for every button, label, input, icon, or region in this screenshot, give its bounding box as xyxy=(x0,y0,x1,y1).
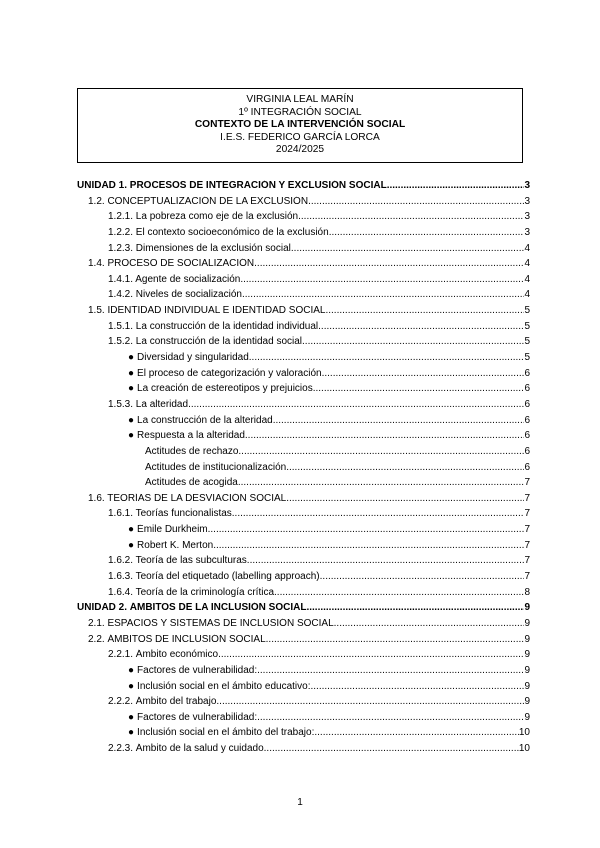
toc-entry[interactable] xyxy=(77,477,530,493)
dot-leader xyxy=(238,446,524,457)
toc-entry[interactable] xyxy=(77,540,530,556)
toc-page-number: 9 xyxy=(524,649,530,661)
toc-page-number: 9 xyxy=(524,602,530,614)
toc-entry[interactable] xyxy=(77,196,530,212)
toc-page-number: 5 xyxy=(524,352,530,364)
toc-page-number: 7 xyxy=(524,508,530,520)
toc-entry[interactable] xyxy=(77,462,530,478)
toc-entry[interactable] xyxy=(77,446,530,462)
bullet-icon: ● xyxy=(128,727,135,739)
toc-page-number: 6 xyxy=(524,367,530,379)
bullet-icon: ● xyxy=(128,664,135,676)
dot-leader xyxy=(232,508,525,519)
toc-entry-text: 1.6.2. Teoría de las subculturas xyxy=(108,555,247,567)
toc-entry-text: 1.5.3. La alteridad xyxy=(108,398,189,410)
toc-entry[interactable] xyxy=(77,696,530,712)
toc-entry-text: El proceso de categorización y valoración xyxy=(137,367,322,379)
toc-entry[interactable] xyxy=(77,618,530,634)
dot-leader xyxy=(286,462,524,473)
toc-entry-title xyxy=(108,743,264,754)
toc-entry-text: 2.2. ÁMBITOS DE INCLUSIÓN SOCIAL xyxy=(88,633,266,645)
dot-leader xyxy=(208,524,525,535)
academic-year: 2024/2025 xyxy=(275,144,325,156)
toc-entry[interactable] xyxy=(77,243,530,259)
dot-leader xyxy=(273,415,525,426)
toc-entry-title xyxy=(128,681,310,692)
toc-entry-text: Actitudes de rechazo xyxy=(145,445,239,457)
toc-entry-text: 1.2.3. Dimensiones de la exclusión social xyxy=(108,242,291,254)
dot-leader xyxy=(257,712,524,723)
toc-page-number: 6 xyxy=(524,461,530,473)
dot-leader xyxy=(329,227,525,238)
toc-page-number: 7 xyxy=(524,492,530,504)
toc-entry-text: La construcción de la alteridad xyxy=(137,414,273,426)
toc-entry[interactable] xyxy=(77,289,530,305)
toc-entry-title xyxy=(77,602,306,613)
toc-entry-title xyxy=(128,383,313,394)
toc-entry-text: Inclusión social en el ámbito educativo: xyxy=(137,680,311,692)
bullet-icon: ● xyxy=(128,430,135,442)
toc-page-number: 9 xyxy=(524,633,530,645)
toc-entry-title xyxy=(145,462,286,473)
dot-leader xyxy=(247,555,525,566)
toc-entry-text: 1.4.1. Agente de socialización xyxy=(108,273,241,285)
toc-unit-entry[interactable] xyxy=(77,180,530,196)
toc-entry-title xyxy=(88,618,334,629)
toc-entry-text: 2.1. ESPACIOS Y SISTEMAS DE INCLUSIÓN SOCIAL xyxy=(88,617,334,629)
toc-entry-title xyxy=(88,305,325,316)
toc-entry-text: Diversidad y singularidad xyxy=(137,352,249,364)
toc-entry[interactable] xyxy=(77,634,530,650)
toc-entry[interactable] xyxy=(77,430,530,446)
page-number: 1 xyxy=(297,797,303,808)
toc-entry-title xyxy=(88,258,254,269)
toc-entry-title xyxy=(128,430,245,441)
toc-entry-title xyxy=(128,727,314,738)
dot-leader xyxy=(387,180,525,191)
toc-page-number: 6 xyxy=(524,414,530,426)
toc-page-number: 6 xyxy=(524,383,530,395)
dot-leader xyxy=(286,493,524,504)
dot-leader xyxy=(216,696,524,707)
dot-leader xyxy=(334,618,525,629)
dot-leader xyxy=(213,540,524,551)
toc-entry-text: Émile Durkheim xyxy=(137,524,208,536)
toc-entry-text: 1.5.2. La construcción de la identidad social xyxy=(108,336,303,348)
dot-leader xyxy=(254,258,524,269)
dot-leader xyxy=(298,211,524,222)
course-name: 1º INTEGRACIÓN SOCIAL xyxy=(238,106,362,118)
toc-entry-title xyxy=(145,477,238,488)
toc-page-number: 4 xyxy=(524,258,530,270)
toc-page-number: 7 xyxy=(524,524,530,536)
dot-leader xyxy=(322,368,525,379)
toc-page-number: 8 xyxy=(524,586,530,598)
toc-page-number: 3 xyxy=(524,211,530,223)
toc-entry[interactable] xyxy=(77,211,530,227)
toc-entry-text: 1.6.4. Teoría de la criminología crítica xyxy=(108,586,275,598)
toc-entry-text: 1.5.1. La construcción de la identidad individual xyxy=(108,320,319,332)
toc-page-number: 6 xyxy=(524,430,530,442)
toc-page-number: 7 xyxy=(524,477,530,489)
toc-entry-title xyxy=(108,321,318,332)
toc-entry-title xyxy=(128,665,257,676)
toc-entry-text: 1.2. CONCEPTUALIZACIÓN DE LA EXCLUSIÓN xyxy=(88,195,309,207)
toc-page-number: 5 xyxy=(524,305,530,317)
toc-page-number: 9 xyxy=(524,680,530,692)
toc-entry[interactable] xyxy=(77,336,530,352)
dot-leader xyxy=(314,727,519,738)
toc-page-number: 3 xyxy=(524,180,530,191)
dot-leader xyxy=(242,289,524,300)
dot-leader xyxy=(274,587,524,598)
toc-entry-title xyxy=(128,712,257,723)
toc-entry-title xyxy=(108,243,291,254)
dot-leader xyxy=(245,430,525,441)
toc-entry-text: Inclusión social en el ámbito del trabajo: xyxy=(137,727,315,739)
toc-entry-text: Factores de vulnerabilidad: xyxy=(137,711,258,723)
toc-page-number: 9 xyxy=(524,617,530,629)
toc-entry-text: 2.2.2. Ámbito del trabajo xyxy=(108,696,217,708)
toc-page-number: 4 xyxy=(524,289,530,301)
dot-leader xyxy=(238,477,525,488)
author-name: VIRGINIA LEAL MARÍN xyxy=(246,94,354,105)
toc-entry-text: Actitudes de acogida xyxy=(145,477,238,489)
toc-entry[interactable] xyxy=(77,383,530,399)
dot-leader xyxy=(240,274,524,285)
toc-entry-text: UNIDAD 2. ÁMBITOS DE LA INCLUSIÓN SOCIAL xyxy=(77,602,307,614)
toc-entry-text: 1.6.3. Teoría del etiquetado (labelling approach) xyxy=(108,571,320,583)
toc-entry-title xyxy=(108,508,232,519)
toc-entry-text: 1.4. PROCESO DE SOCIALIZACIÓN xyxy=(88,258,255,270)
toc-entry[interactable] xyxy=(77,524,530,540)
toc-page-number: 5 xyxy=(524,336,530,348)
toc-entry[interactable] xyxy=(77,493,530,509)
dot-leader xyxy=(313,383,525,394)
toc-page-number: 10 xyxy=(518,727,530,739)
toc-entry[interactable] xyxy=(77,681,530,697)
toc-entry-text: La creación de estereotipos y prejuicios xyxy=(137,383,313,395)
toc-entry-title xyxy=(108,555,247,566)
toc-entry[interactable] xyxy=(77,305,530,321)
toc-entry-title xyxy=(108,336,302,347)
toc-entry-title xyxy=(108,571,320,582)
toc-page-number: 9 xyxy=(524,711,530,723)
toc-page-number: 9 xyxy=(524,664,530,676)
dot-leader xyxy=(308,196,524,207)
bullet-icon: ● xyxy=(128,414,135,426)
toc-entry[interactable] xyxy=(77,571,530,587)
toc-entry-text: 1.4.2. Niveles de socialización xyxy=(108,289,242,301)
dot-leader xyxy=(291,243,525,254)
toc-entry-title xyxy=(88,196,308,207)
toc-entry-text: Actitudes de institucionalización xyxy=(145,461,287,473)
toc-entry-text: Robert K. Merton xyxy=(137,539,214,551)
toc-entry[interactable] xyxy=(77,587,530,603)
subject-title: CONTEXTO DE LA INTERVENCIÓN SOCIAL xyxy=(194,119,406,131)
toc-entry-text: Factores de vulnerabilidad: xyxy=(137,664,258,676)
table-of-contents xyxy=(77,180,530,759)
toc-entry[interactable] xyxy=(77,352,530,368)
toc-entry-title xyxy=(128,540,213,551)
dot-leader xyxy=(264,743,519,754)
bullet-icon: ● xyxy=(128,383,135,395)
toc-entry[interactable] xyxy=(77,399,530,415)
toc-entry-title xyxy=(88,634,266,645)
toc-entry-title xyxy=(108,274,240,285)
toc-entry-title xyxy=(108,211,298,222)
toc-entry[interactable] xyxy=(77,743,530,759)
toc-entry-title xyxy=(77,180,387,191)
bullet-icon: ● xyxy=(128,539,135,551)
dot-leader xyxy=(310,681,524,692)
dot-leader xyxy=(218,649,524,660)
toc-entry-text: 2.2.1. Ámbito económico xyxy=(108,649,219,661)
dot-leader xyxy=(257,665,524,676)
toc-page-number: 4 xyxy=(524,242,530,254)
dot-leader xyxy=(302,336,524,347)
toc-entry-text: 1.6.1. Teorías funcionalistas xyxy=(108,508,232,520)
toc-entry[interactable] xyxy=(77,665,530,681)
dot-leader xyxy=(320,571,525,582)
toc-entry-title xyxy=(108,399,188,410)
toc-entry[interactable] xyxy=(77,274,530,290)
toc-entry[interactable] xyxy=(77,712,530,728)
toc-entry-title xyxy=(108,696,216,707)
bullet-icon: ● xyxy=(128,680,135,692)
toc-entry[interactable] xyxy=(77,649,530,665)
toc-entry-title xyxy=(108,587,274,598)
toc-page-number: 7 xyxy=(524,571,530,583)
toc-entry-title xyxy=(128,524,208,535)
dot-leader xyxy=(306,602,524,613)
toc-page-number: 9 xyxy=(524,696,530,708)
dot-leader xyxy=(249,352,525,363)
toc-page-number: 6 xyxy=(524,398,530,410)
dot-leader xyxy=(318,321,524,332)
toc-entry-text: 1.2.2. El contexto socioeconómico de la exclusión xyxy=(108,226,329,238)
toc-page-number: 7 xyxy=(524,555,530,567)
toc-entry[interactable] xyxy=(77,227,530,243)
toc-entry[interactable] xyxy=(77,555,530,571)
toc-entry-title xyxy=(108,227,329,238)
toc-entry-title xyxy=(128,415,273,426)
title-box xyxy=(77,88,523,163)
bullet-icon: ● xyxy=(128,352,135,364)
toc-page-number: 4 xyxy=(524,273,530,285)
toc-entry-text: 1.2.1. La pobreza como eje de la exclusión xyxy=(108,211,299,223)
toc-entry-title xyxy=(108,649,218,660)
toc-page-number: 3 xyxy=(524,195,530,207)
toc-entry-title xyxy=(108,289,242,300)
toc-entry-title xyxy=(128,368,322,379)
dot-leader xyxy=(266,634,525,645)
toc-entry[interactable] xyxy=(77,508,530,524)
toc-entry-title xyxy=(145,446,238,457)
toc-entry[interactable] xyxy=(77,258,530,274)
toc-page-number: 3 xyxy=(524,226,530,238)
toc-entry-title xyxy=(128,352,249,363)
toc-unit-entry[interactable] xyxy=(77,602,530,618)
toc-entry[interactable] xyxy=(77,321,530,337)
toc-entry[interactable] xyxy=(77,415,530,431)
toc-page-number: 7 xyxy=(524,539,530,551)
toc-page-number: 10 xyxy=(518,743,530,755)
toc-entry-text: 1.6. TEORÍAS DE LA DESVIACIÓN SOCIAL xyxy=(88,492,287,504)
toc-page-number: 6 xyxy=(524,445,530,457)
toc-entry-text: UNIDAD 1. PROCESOS DE INTEGRACIÓN Y EXCLUSIÓN SOCIAL xyxy=(77,180,387,191)
toc-entry-text: 1.5. IDENTIDAD INDIVIDUAL E IDENTIDAD SOCIAL xyxy=(88,305,326,317)
toc-entry-text: Respuesta a la alteridad xyxy=(137,430,245,442)
school-name: I.E.S. FEDERICO GARCÍA LORCA xyxy=(220,131,380,143)
toc-entry-title xyxy=(88,493,286,504)
bullet-icon: ● xyxy=(128,367,135,379)
toc-entry-text: 2.2.3. Ámbito de la salud y cuidado xyxy=(108,743,264,755)
toc-entry[interactable] xyxy=(77,368,530,384)
dot-leader xyxy=(325,305,524,316)
bullet-icon: ● xyxy=(128,711,135,723)
toc-entry[interactable] xyxy=(77,727,530,743)
dot-leader xyxy=(188,399,524,410)
toc-page-number: 5 xyxy=(524,320,530,332)
bullet-icon: ● xyxy=(128,524,135,536)
